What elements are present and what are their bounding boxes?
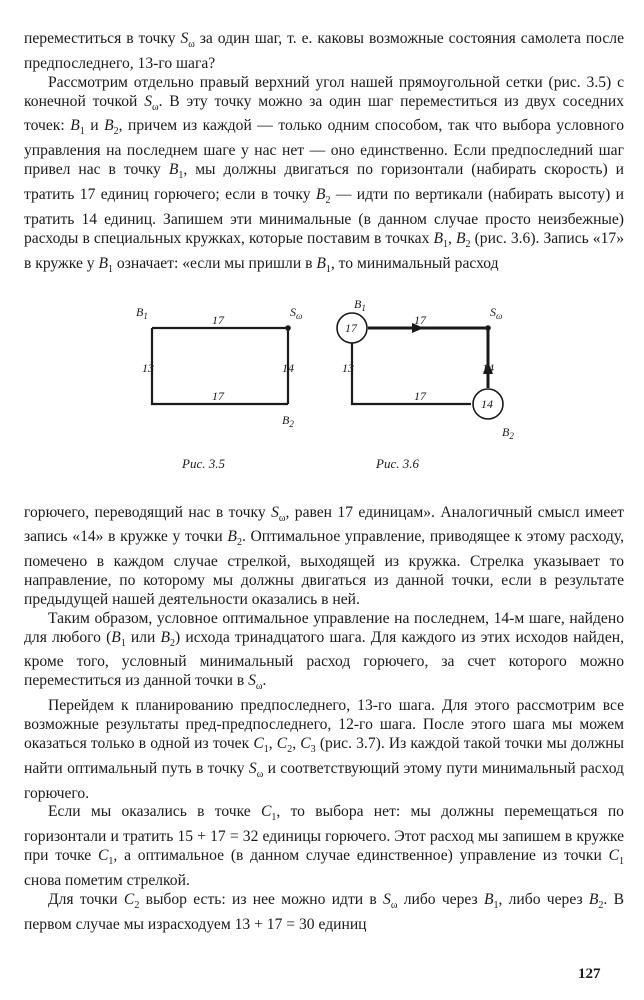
figure-3-6	[337, 297, 514, 471]
fig35-edge-left: 13	[142, 360, 154, 375]
fig36-label-b1: $B_1$	[354, 296, 366, 313]
paragraph-5: Перейдем к планированию предпоследнего, 13-го шага. Для этого рассмотрим все возможные результаты пред-предпоследнего, 12-го шага. После этого шага мы можем оказаться только в одной из точек $C_1$, $C_2$, $C_3$ (рис. 3.7). Из каждой такой точки мы должны найти оптимальный путь в точку $S_\omega$ и соответствующий этому пути минимальный расход горючего.	[24, 697, 625, 802]
fig35-label-b1: $B_1$	[136, 304, 148, 321]
paragraph-4: Таким образом, условное оптимальное управление на последнем, 14-м шаге, найдено для любого ($B_1$ или $B_2$) исхода тринадцатого шага. Для каждого из этих исходов найден, кроме того, условный минимальный расход горючего, за счет которого можно переместиться из данной точки в $S_\omega$.	[24, 609, 624, 693]
figures-svg	[24, 294, 624, 494]
figure-3-5	[136, 305, 302, 471]
figures-block	[24, 294, 624, 494]
page-body	[24, 30, 624, 934]
fig36-node-s-omega	[485, 325, 491, 331]
fig35-caption: Рис. 3.5	[182, 455, 225, 471]
fig36-label-s-omega: $S_\omega$	[490, 304, 503, 321]
fig35-edge-right: 14	[282, 360, 294, 375]
fig36-edge-left: 13	[342, 360, 354, 375]
paragraph-3: горючего, переводящий нас в точку $S_\omega$, равен 17 единицам». Аналогичный смысл имеет запись «14» в кружке у точки $B_2$. Оптимальное управление, приводящее к этому расходу, помечено в каждом случае стрелкой, выходящей из кружка. Стрелка указывает то направление, по которому мы должны двигаться из данной точки, если в результате предыдущей нашей деятельности оказались в ней.	[24, 503, 624, 608]
fig36-circle-b1-value: 17	[345, 320, 357, 335]
paragraph-2: Рассмотрим отдельно правый верхний угол нашей прямоугольной сетки (рис. 3.5) с конечной точкой $S_\omega$. В эту точку можно за один шаг переместиться из двух соседних точек: $B_1$ и $B_2$, причем из каждой — только одним способом, так что выбора условного управления на последнем шаге у нас нет — оно единственно. Если предпоследний шаг привел нас в точку $B_1$, мы должны двигаться по горизонтали (набирать скорость) и тратить 17 единиц горючего; если в точку $B_2$ — идти по вертикали (набирать высоту) и тратить 14 единиц. Запишем эти минимальные (в данном случае просто неизбежные) расходы в специальных кружках, которые поставим в точках $B_1$, $B_2$ (рис. 3.6). Запись «17» в кружке у $B_1$ означает: «если мы пришли в $B_1$, то минимальный расход	[24, 73, 625, 275]
fig35-node-s-omega	[285, 325, 291, 331]
fig35-edge-bottom: 17	[212, 388, 224, 403]
fig35-label-b2: $B_2$	[282, 412, 294, 429]
fig36-left-bottom-lines	[352, 336, 471, 404]
paragraph-6: Если мы оказались в точке $C_1$, то выбора нет: мы должны перемещаться по горизонтали и тратить 15 + 17 = 32 единицы горючего. Этот расход мы запишем в кружке при точке $C_1$, а оптимальное (в данном случае единственное) управление из точки $C_1$ снова пометим стрелкой.	[24, 803, 624, 889]
paragraph-1: переместиться в точку $S_\omega$ за один шаг, т. е. каковы возможные состояния самолета после предпоследнего, 13-го шага?	[24, 30, 624, 72]
fig35-edge-top: 17	[212, 312, 224, 327]
fig36-edge-bottom: 17	[414, 388, 426, 403]
page-number: 127	[578, 966, 601, 982]
fig36-caption: Рис. 3.6	[376, 455, 419, 471]
fig36-label-b2: $B_2$	[502, 424, 514, 441]
paragraph-7: Для точки $C_2$ выбор есть: из нее можно идти в $S_\omega$ либо через $B_1$, либо через $B_2$. В первом случае мы израсходуем 13 + 17 = 30 единиц	[24, 890, 624, 933]
fig36-edge-right: 14	[482, 360, 494, 375]
fig36-circle-b2-value: 14	[481, 396, 493, 411]
fig36-edge-top: 17	[414, 312, 426, 327]
fig35-label-s-omega: $S_\omega$	[290, 304, 303, 321]
